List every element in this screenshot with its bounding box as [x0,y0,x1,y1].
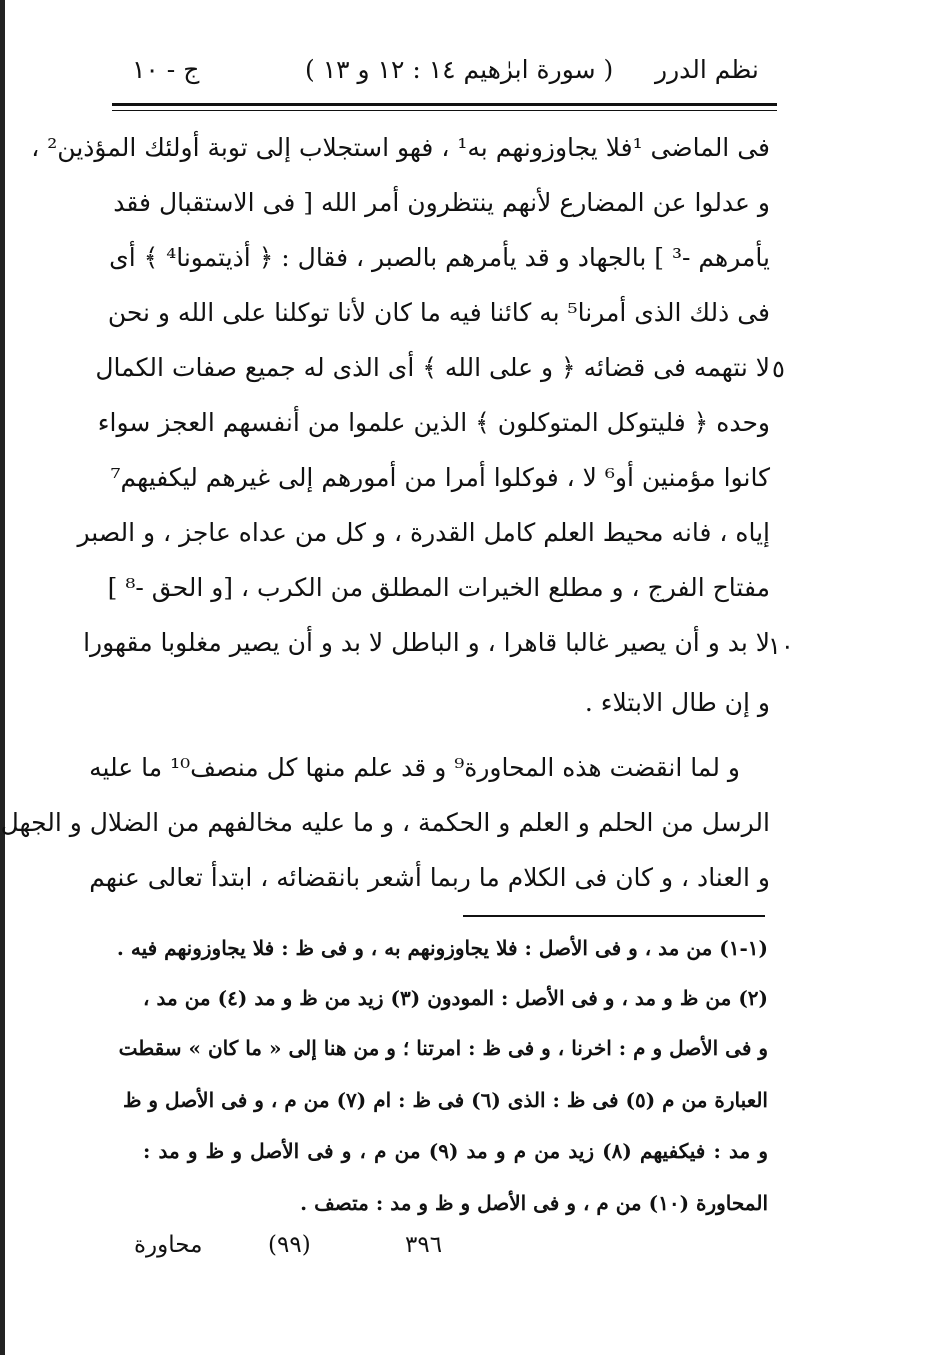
text-line: يأمرهم -³ ] بالجهاد و قد يأمرهم بالصبر ، فقال : ﴿ أذيتمونا⁴ ﴾ أى [109,243,770,272]
catchword: محاورة [134,1232,203,1258]
scan-edge [0,0,5,1355]
line-number-10: ١٠ [768,632,794,660]
paragraph-first-line: و لما انقضت هذه المحاورة⁹ و قد علم منها كل منصف¹⁰ ما عليه [89,753,740,782]
text-line: و العناد ، و كان فى الكلام ما ربما أشعر بانقضائه ، ابتدأ تعالى عنهم [89,863,770,892]
surah-reference: ( سورة ابرٰهيم ١٤ : ١٢ و ١٣ ) [305,55,614,84]
footnote-line: العبارة من م (٥) فى ظ : الذى (٦) فى ظ : ام (٧) من م ، و فى الأصل و ظ [122,1088,768,1112]
page-number: ٣٩٦ [405,1232,443,1258]
text-line: إياه ، فانه محيط العلم كامل القدرة ، و كل من عداه عاجز ، و الصبر [77,518,770,547]
text-line: فى الماضى ¹فلا يجاوزونهم به¹ ، فهو استجلاب إلى توبة أولئك المؤذين² ، [31,133,770,162]
header-rule-thin [112,110,777,111]
signature-mark: (٩٩) [268,1232,311,1258]
text-line: مفتاح الفرج ، و مطلع الخيرات المطلق من الكرب ، [و الحق -⁸ ] [107,573,770,602]
line-number-5: ٥ [772,355,785,383]
footnote-line: و مد : فيكفيهم (٨) زيد من م و مد (٩) من م ، و فى الأصل و ظ و مد : [143,1139,769,1163]
text-line: لا نتهمه فى قضائه ﴿ و على الله ﴾ أى الذى له جميع صفات الكمال [95,353,770,382]
footnote-line: (٢) من ظ و مد ، و فى الأصل : المودون (٣) زيد من ظ و مد (٤) من مد ، [143,986,769,1010]
text-line: و عدلوا عن المضارع لأنهم ينتظرون أمر الله [ فى الاستقبال فقد [113,188,770,217]
text-line: لا بد و أن يصير غالبا قاهرا ، و الباطل لا بد و أن يصير مغلوبا مقهورا [83,628,770,657]
footnote-line: (١-١) من مد ، و فى الأصل : فلا يجاوزونهم به ، و فى ظ : فلا يجاوزونهم فيه . [116,936,768,960]
header-rule [112,103,777,106]
text-line: وحده ﴿ فليتوكل المتوكلون ﴾ الذين علموا من أنفسهم العجز سواء [97,408,770,437]
footnote-line: و فى الأصل و م : اخرنا ، و فى ظ : امرتنا ؛ و من هنا إلى « ما كان » سقطت [118,1036,768,1060]
volume-label: ج - ١٠ [132,55,200,84]
text-line: و إن طال الابتلاء . [584,688,770,717]
text-line: الرسل من الحلم و العلم و الحكمة ، و ما عليه مخالفهم من الضلال و الجهل [0,808,770,837]
text-line: فى ذلك الذى أمرنا⁵ به كائنا فيه ما كان لأنا توكلنا على الله و نحن [107,298,770,327]
running-title: نظم الدرر [655,55,759,84]
footnote-line: المحاورة (١٠) من م ، و فى الأصل و ظ و مد : متصف . [300,1191,768,1215]
text-line: كانوا مؤمنين أو⁶ لا ، فوكلوا أمرا من أمورهم إلى غيرهم ليكفيهم⁷ [110,463,770,492]
footnote-rule [463,915,765,917]
